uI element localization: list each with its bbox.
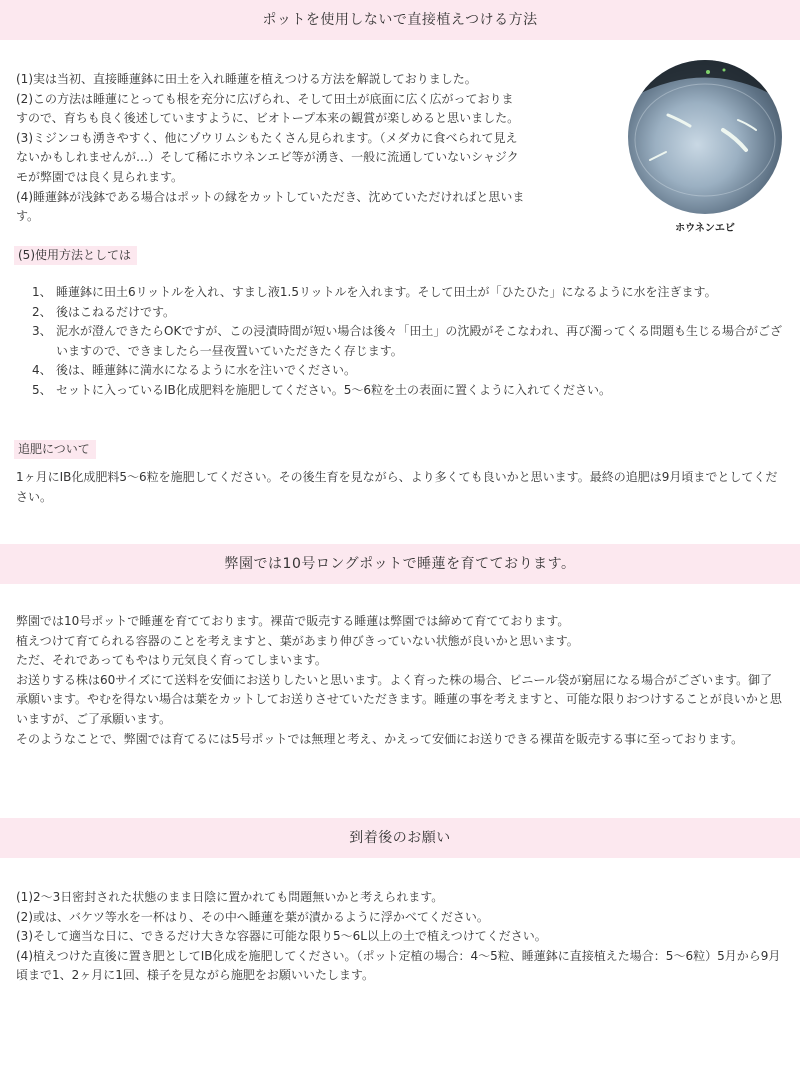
step-number: 2、	[32, 304, 52, 319]
step-item	[32, 283, 784, 303]
fertilizer-text: 1ヶ月にIB化成肥料5～6粒を施肥してください。その後生育を見ながら、より多くても良いかと思います。最終の追肥は9月頃までとしてください。	[16, 470, 778, 504]
paragraph-line: そのようなことで、弊園では育てるには5号ポットでは無理と考え、かえって安価にお送りできる裸苗を販売する事に至っております。	[16, 731, 744, 746]
intro-line: す。	[16, 209, 40, 224]
paragraph-line: 植えつけて育てられる容器のことを考えますと、葉があまり伸びきっていない状態が良いかと思います。	[16, 633, 579, 648]
step-text: 泥水が澄んできたらOKですが、この浸漬時間が短い場合は後々「田土」の沈殿がそこなわれ、再び濁ってくる問題も生じる場合がございますので、できましたら一昼夜置いていただきたく存じます。	[56, 324, 783, 358]
long-pot-paragraph	[16, 612, 782, 749]
paragraph-line: (2)或は、バケツ等水を一杯はり、その中へ睡蓮を葉が漬かるように浮かべてください。	[16, 909, 489, 924]
paragraph-line: 弊園では10号ポットで睡蓮を育てております。裸苗で販売する睡蓮は弊園では締めて育てております。	[16, 614, 570, 628]
intro-line: (2)この方法は睡蓮にとっても根を充分に広げられ、そして田土が底面に広く広がっておりま	[16, 91, 514, 106]
fertilizer-heading: 追肥について	[14, 440, 96, 459]
step-text: 後は、睡蓮鉢に満水になるように水を注いでください。	[56, 363, 357, 378]
intro-line: モが弊園では良く見られます。	[16, 169, 184, 184]
intro-line: すので、育ちも良く後述していますように、ビオトープ本来の観賞が楽しめると思いました。	[16, 111, 520, 126]
paragraph-line: お送りする株は60サイズにて送料を安価にお送りしたいと思います。よく育った株の場合、ビニール袋が窮屈になる場合がございます。御了承願います。やむを得ない場合は葉をカットしてお送りさせていただきます。睡蓮の事を考えますと、可能な限りおつけすることが良いかと思いますが、ご了承願います。	[16, 672, 782, 726]
usage-steps	[32, 283, 784, 401]
usage-heading: (5)使用方法としては	[14, 246, 137, 265]
photo-caption: ホウネンエビ	[675, 223, 735, 234]
section-title-long-pot: 弊園では10号ロングポットで睡蓮を育てております。	[0, 544, 800, 584]
paragraph-line: (4)植えつけた直後に置き肥としてIB化成を施肥してください。（ポット定植の場合：4～5粒、睡蓮鉢に直接植えた場合：5～6粒）5月から9月頃まで1、2ヶ月に1回、様子を見ながら施肥をお願いいたします。	[16, 948, 781, 983]
paragraph-line: (1)2～3日密封された状態のまま日陰に置かれても問題無いかと考えられます。	[16, 890, 444, 904]
step-text: 後はこねるだけです。	[56, 304, 176, 319]
step-number: 1、	[32, 285, 52, 299]
paragraph-line: (3)そして適当な日に、できるだけ大きな容器に可能な限り5～6L以上の土で植えつけてください。	[16, 929, 547, 944]
step-number: 4、	[32, 363, 52, 378]
fairy-shrimp-photo	[628, 60, 782, 214]
paragraph-line: ただ、それであってもやはり元気良く育ってしまいます。	[16, 653, 327, 668]
step-item	[32, 303, 784, 323]
step-item	[32, 381, 784, 401]
intro-line: (3)ミジンコも湧きやすく、他にゾウリムシもたくさん見られます。（メダカに食べられて見え	[16, 130, 518, 145]
intro-line: (4)睡蓮鉢が浅鉢である場合はポットの縁をカットしていただき、沈めていただければと思いま	[16, 189, 525, 204]
section-title-after-arrival: 到着後のお願い	[0, 818, 800, 858]
step-text: 睡蓮鉢に田土6リットルを入れ、すまし液1.5リットルを入れます。そして田土が「ひたひた」になるように水を注ぎます。	[56, 285, 717, 299]
intro-line: (1)実は当初、直接睡蓮鉢に田土を入れ睡蓮を植えつける方法を解説しておりました。	[16, 72, 477, 86]
step-item	[32, 322, 784, 361]
step-item	[32, 361, 784, 381]
step-number: 3、	[32, 324, 52, 339]
step-text: セットに入っているIB化成肥料を施肥してください。5～6粒を土の表面に置くように入れてください。	[56, 382, 612, 397]
section-title-planting-method: ポットを使用しないで直接植えつける方法	[0, 0, 800, 40]
intro-line: ないかもしれませんが…）そして稀にホウネンエビ等が湧き、一般に流通していないシャジク	[16, 150, 519, 165]
step-number: 5、	[32, 382, 52, 397]
after-arrival-paragraph	[16, 888, 782, 986]
intro-paragraph	[16, 70, 616, 227]
